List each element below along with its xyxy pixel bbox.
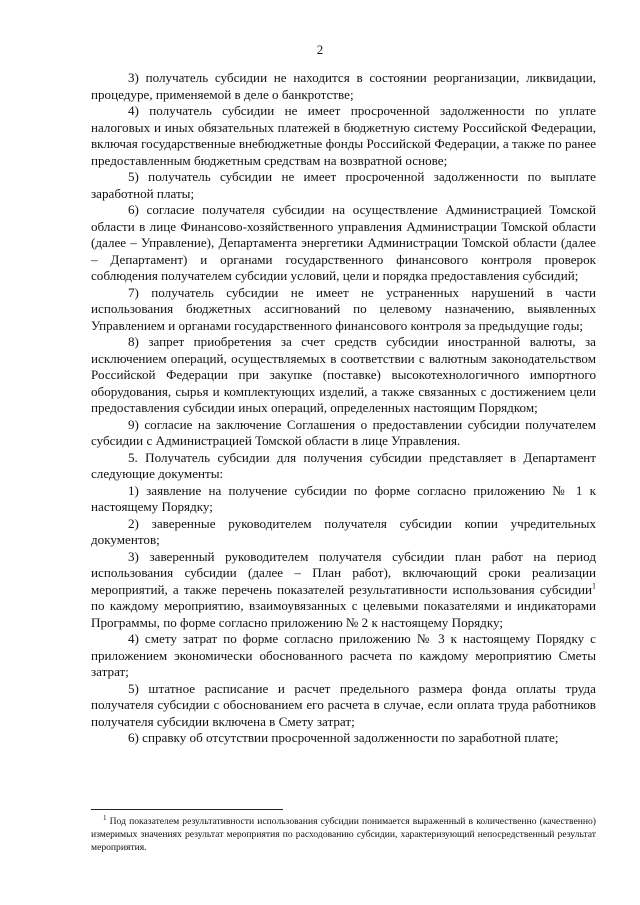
paragraph: 1) заявление на получение субсидии по форме согласно приложению № 1 к настоящему Порядку; [91,482,596,514]
footnote-reference[interactable]: 1 [592,581,596,591]
paragraph: 6) согласие получателя субсидии на осуществление Администрацией Томской области в лице Финансово-хозяйственного управления Администрации Томской области (далее – Управление), Департамента энергетики Администрации Томской области (далее – Департамент) и органами государственного финансового контроля проверок соблюдения получателем субсидии условий, цели и порядка предоставления субсидий; [91,202,596,283]
footnote-separator [91,809,283,810]
paragraph: 7) получатель субсидии не имеет не устраненных нарушений в части использования бюджетных ассигнований по целевому назначению, выявленных Управлением и органами государственного финансового контроля за предыдущие годы; [91,284,596,333]
footnote-text: Под показателем результативности использования субсидии понимается выраженный в количественно (качественно) измеримых значениях результат мероприятия по расходованию субсидии, характеризующий непосредственный результат мероприятия. [91,816,596,853]
paragraph: 6) справку об отсутствии просроченной задолженности по заработной плате; [128,730,559,745]
paragraph: 3) получатель субсидии не находится в состоянии реорганизации, ликвидации, процедуре, применяемой в деле о банкротстве; [91,70,596,102]
paragraph: 4) получатель субсидии не имеет просроченной задолженности по уплате налоговых и иных обязательных платежей в бюджетную систему Российской Федерации, включая государственные внебюджетные фонды Российской Федерации, а также по ранее предоставленным бюджетным средствам на возвратной основе; [91,103,596,168]
paragraph-text: 3) заверенный руководителем получателя субсидии план работ на период использования субсидии (далее – План работ), включающий сроки реализации мероприятий, а также перечень показателей результативности использования субсидии [91,548,596,597]
paragraph: 9) согласие на заключение Соглашения о предоставлении субсидии получателем субсидии с Администрацией Томской области в лице Управления. [91,416,596,448]
footnote [91,815,596,854]
paragraph: 2) заверенные руководителем получателя субсидии копии учредительных документов; [91,515,596,547]
footnote-marker: 1 [103,813,107,822]
paragraph-text: по каждому мероприятию, взаимоувязанных с целевыми показателями и индикаторами Программы, по форме согласно приложению № 2 к настоящему Порядку; [91,598,596,630]
paragraph: 4) смету затрат по форме согласно приложению № 3 к настоящему Порядку с приложением экономически обоснованного расчета по каждому мероприятию Сметы затрат; [91,631,596,679]
document-body [91,70,596,747]
page-number: 2 [316,42,324,57]
paragraph: 5) получатель субсидии не имеет просроченной задолженности по выплате заработной платы; [91,169,596,201]
paragraph-with-footnote [91,549,596,632]
paragraph: 8) запрет приобретения за счет средств субсидии иностранной валюты, за исключением операций, осуществляемых в соответствии с валютным законодательством Российской Федерации при закупке (поставке) высокотехнологичного импортного оборудования, сырья и комплектующих изделий, а также связанных с достижением цели предоставления субсидии иных операций, определенных настоящим Порядком; [91,334,596,415]
paragraph: 5. Получатель субсидии для получения субсидии представляет в Департамент следующие документы: [91,449,596,481]
paragraph: 5) штатное расписание и расчет предельного размера фонда оплаты труда получателя субсидии с обоснованием его расчета в случае, если оплата труда работников получателя субсидии включена в Смету затрат; [91,680,596,729]
